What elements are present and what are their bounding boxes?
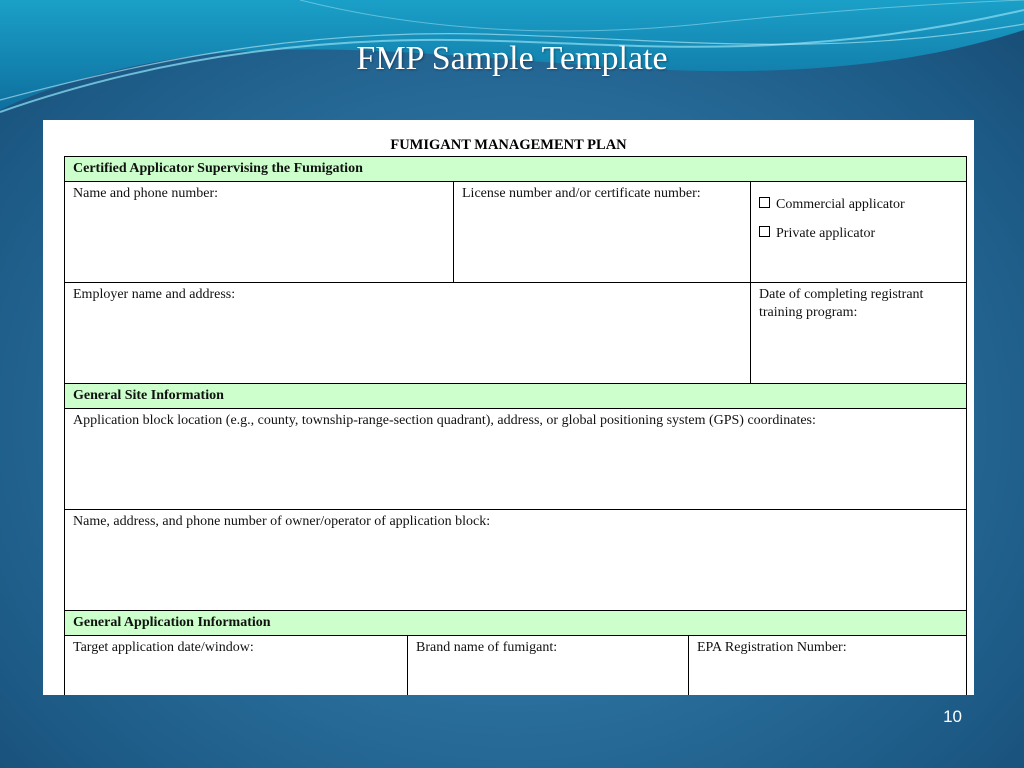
private-applicator-label: Private applicator [776, 226, 876, 241]
checkbox-icon [759, 197, 770, 208]
section-header-application: General Application Information [65, 611, 967, 636]
page-number: 10 [943, 707, 962, 726]
section-header-site: General Site Information [65, 384, 967, 409]
training-date-field: Date of completing registrant training program: [751, 283, 967, 384]
owner-operator-field: Name, address, and phone number of owner/operator of application block: [65, 510, 967, 611]
commercial-applicator-label: Commercial applicator [776, 197, 905, 212]
employer-field: Employer name and address: [65, 283, 751, 384]
applicator-type-options [751, 182, 967, 283]
name-phone-field: Name and phone number: [65, 182, 454, 283]
checkbox-icon [759, 226, 770, 237]
slide-title: FMP Sample Template [356, 40, 668, 77]
target-date-field: Target application date/window: [65, 636, 408, 696]
document-image [43, 120, 974, 695]
block-location-field: Application block location (e.g., county, township-range-section quadrant), address, or global positioning system (GPS) coordinates: [65, 409, 967, 510]
epa-registration-field: EPA Registration Number: [689, 636, 967, 696]
commercial-applicator-option [759, 196, 958, 214]
license-field: License number and/or certificate number: [454, 182, 751, 283]
fmp-form-table [64, 156, 967, 695]
section-header-applicator: Certified Applicator Supervising the Fumigation [65, 157, 967, 182]
fumigant-brand-field: Brand name of fumigant: [408, 636, 689, 696]
private-applicator-option [759, 225, 958, 243]
document-title: FUMIGANT MANAGEMENT PLAN [390, 137, 627, 153]
